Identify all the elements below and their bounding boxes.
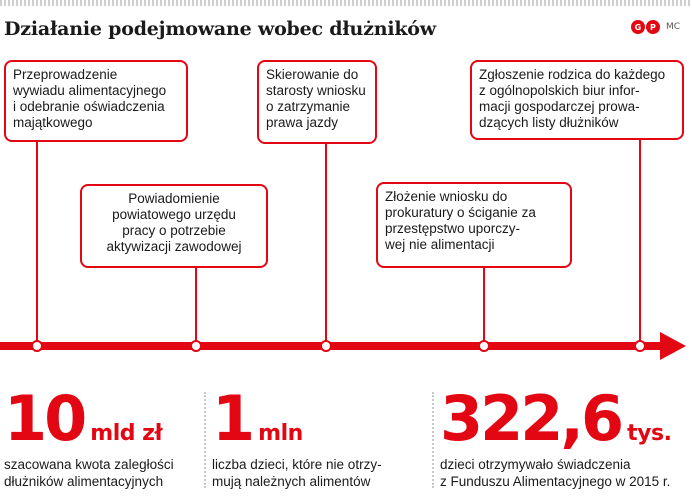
timeline-node bbox=[31, 340, 43, 352]
stat-value: 10 bbox=[4, 382, 85, 455]
step-box-5 bbox=[470, 60, 684, 140]
step-text: Zgłoszenie rodzica do każdego z ogólnopolskich biur infor- macji gospodarczej prowa- dzących listy dłużników bbox=[479, 67, 666, 130]
timeline-stem bbox=[195, 268, 197, 344]
stat-value: 322,6 bbox=[440, 382, 622, 455]
timeline-node bbox=[320, 340, 332, 352]
brand bbox=[631, 20, 680, 34]
step-text: Powiadomienie powiatowego urzędu pracy o potrzebie aktywizacji zawodowej bbox=[106, 191, 242, 254]
stat-description: liczba dzieci, które nie otrzy- mują należnych alimentów bbox=[212, 457, 382, 489]
stat-debt-amount bbox=[4, 382, 204, 490]
timeline-node bbox=[634, 340, 646, 352]
brand-logo-letter: P bbox=[646, 20, 660, 34]
timeline-stem bbox=[483, 266, 485, 344]
brand-logo bbox=[631, 20, 660, 34]
timeline-stem bbox=[36, 132, 38, 344]
step-text: Skierowanie do starosty wniosku o zatrzymanie prawa jazdy bbox=[266, 67, 366, 130]
timeline-arrowhead-icon bbox=[660, 332, 686, 360]
brand-logo-letter: G bbox=[631, 20, 645, 34]
timeline-node bbox=[190, 340, 202, 352]
stat-description: szacowana kwota zaległości dłużników alimentacyjnych bbox=[4, 457, 174, 489]
step-text: Złożenie wniosku do prokuratury o ściganie za przestępstwo uporczy- wej nie alimentacji bbox=[385, 189, 536, 252]
stat-unit: mld zł bbox=[90, 421, 163, 446]
step-box-2 bbox=[80, 184, 268, 268]
page-title: Działanie podejmowane wobec dłużników bbox=[4, 18, 436, 40]
timeline-stem bbox=[639, 138, 641, 344]
step-box-4 bbox=[376, 182, 572, 268]
top-dotted-rule bbox=[0, 0, 692, 6]
stat-unit: mln bbox=[258, 421, 303, 446]
timeline-node bbox=[478, 340, 490, 352]
stat-separator bbox=[204, 392, 206, 488]
stat-fund-beneficiaries bbox=[440, 382, 690, 490]
stat-value: 1 bbox=[212, 382, 253, 455]
stat-children-count bbox=[212, 382, 432, 490]
step-box-1 bbox=[4, 60, 188, 142]
author-initials: MC bbox=[665, 22, 680, 32]
timeline-stem bbox=[325, 142, 327, 344]
stat-description: dzieci otrzymywało świadczenia z Funduszu Alimentacyjnego w 2015 r. bbox=[440, 457, 671, 489]
step-text: Przeprowadzenie wywiadu alimentacyjnego i odebranie oświadczenia majątkowego bbox=[13, 67, 167, 130]
stat-separator bbox=[432, 392, 434, 488]
stat-unit: tys. bbox=[627, 421, 672, 446]
step-box-3 bbox=[257, 60, 377, 144]
